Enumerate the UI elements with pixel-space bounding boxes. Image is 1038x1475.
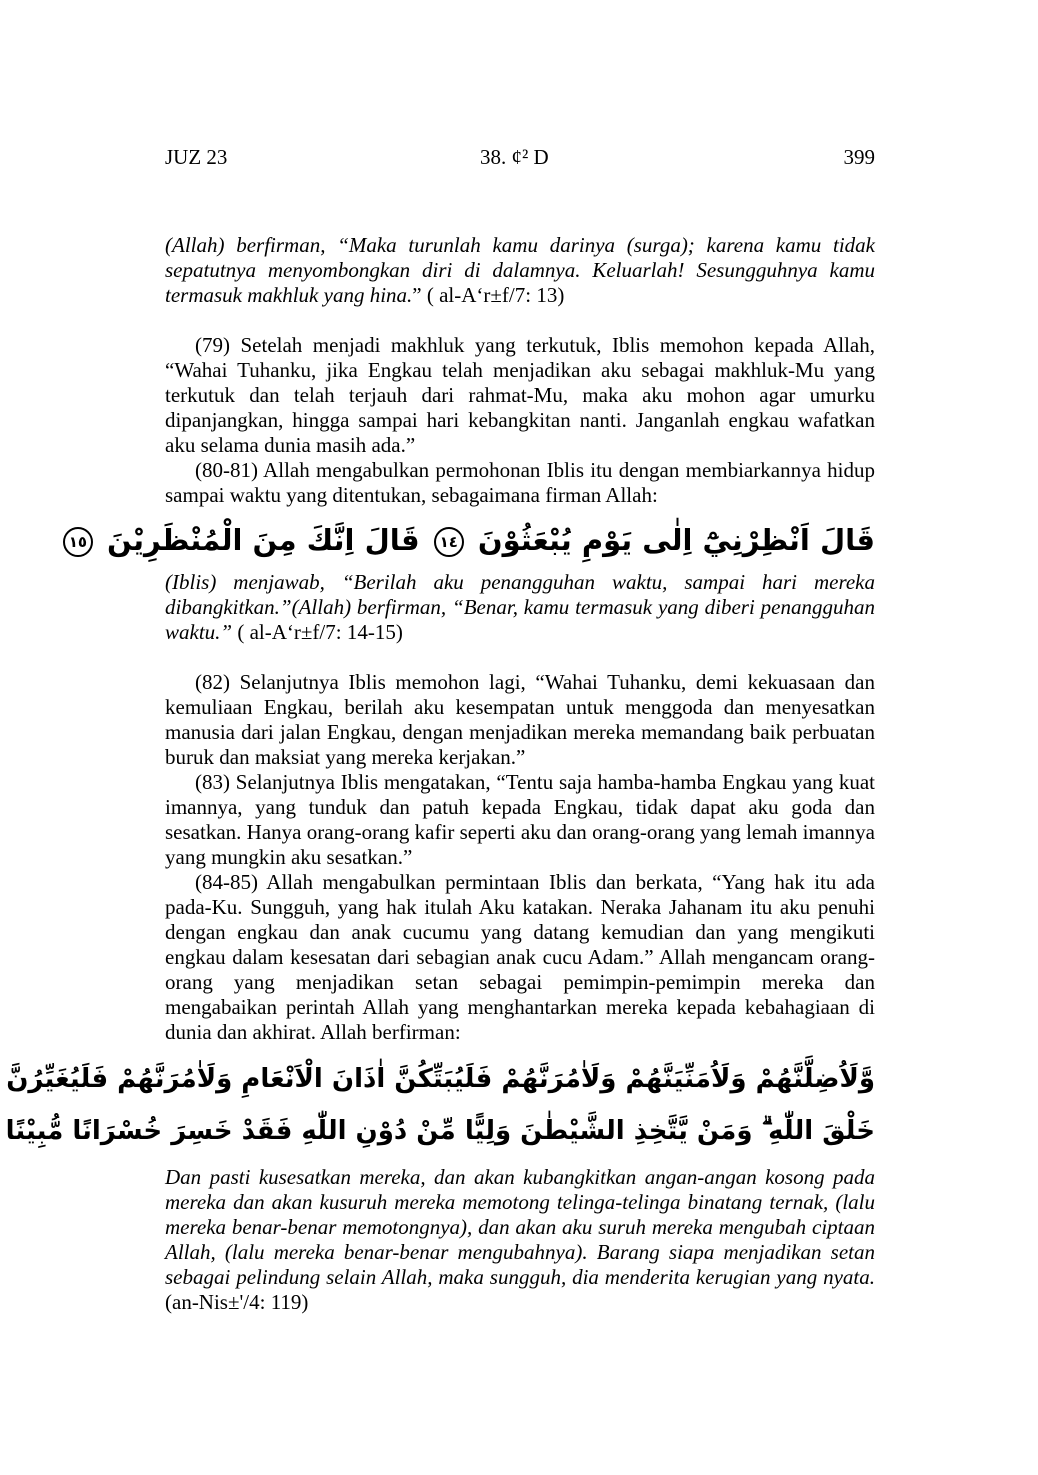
translation-text: (Iblis) menjawab, “Berilah aku penangguhan waktu, sampai hari mereka dibangkitkan.”(Allah) berfirman, “Benar, kamu termasuk yang diberi penangguhan waktu.”: [165, 570, 875, 644]
paragraph-79: (79) Setelah menjadi makhluk yang terkutuk, Iblis memohon kepada Allah, “Wahai Tuhanku, jika Engkau telah menjadikan aku sebagai makhluk-Mu yang terkutuk dan telah terjauh dari rahmat-Mu, maka aku mohon agar umurku dipanjangkan, hingga sampai hari kebangkitan nanti. Janganlah engkau wafatkan aku selama dunia masih ada.”: [165, 333, 875, 457]
translation-block-2: [165, 570, 875, 645]
page-header: [165, 145, 875, 169]
paragraph-82: (82) Selanjutnya Iblis memohon lagi, “Wahai Tuhanku, demi kekuasaan dan kemuliaan Engkau, berilah aku kesempatan untuk menggoda dan menyesatkan manusia dari jalan Engkau, dengan menjadikan mereka memandang baik perbuatan buruk dan maksiat yang mereka kerjakan.”: [165, 670, 875, 769]
verse-reference: (an-Nis±'/4: 119): [165, 1290, 309, 1314]
translation-block-1: [165, 233, 875, 308]
ayah-number-14: ١٤: [434, 527, 464, 557]
paragraph-84-85: (84-85) Allah mengabulkan permintaan Iblis dan berkata, “Yang hak itu ada pada-Ku. Sungguh, yang hak itulah Aku katakan. Neraka Jahanam itu aku penuhi dengan engkau dan anak cucumu yang datang kemudian dan yang mengikuti engkau dalam kesesatan dari sebagian anak cucu Adam.” Allah mengancam orang-orang yang menjadikan setan sebagai pemimpin-pemimpin mereka dan mengabaikan perintah Allah yang menghantarkan mereka kepada kebahagiaan di dunia dan akhirat. Allah berfirman:: [165, 870, 875, 1044]
arabic-verse-2: [5, 1057, 875, 1153]
translation-text: (Allah) berfirman, “Maka turunlah kamu darinya (surga); karena kamu tidak sepatutnya menyombongkan diri di dalamnya. Keluarlah! Sesungguhnya kamu termasuk makhluk yang hina.: [165, 233, 875, 307]
surah-title: 38. ¢² D: [480, 145, 549, 169]
verse-reference: ” ( al-A‘r±f/7: 13): [412, 283, 565, 307]
arabic-line-2: خَلْقَ اللّٰهِ ۗ وَمَنْ يَّتَّخِذِ الشَّيْطٰنَ وَلِيًّا مِّنْ دُوْنِ اللّٰهِ فَقَدْ خَسِرَ خُسْرَانًا مُّبِيْنًا: [5, 1116, 875, 1146]
translation-block-3: [165, 1165, 875, 1315]
arabic-verse-15: قَالَ اِنَّكَ مِنَ الْمُنْظَرِيْنَ: [107, 523, 420, 557]
juz-label: JUZ 23: [165, 145, 228, 169]
commentary-section-1: [165, 333, 875, 508]
ayah-number-15: ١٥: [63, 527, 93, 557]
paragraph-83: (83) Selanjutnya Iblis mengatakan, “Tentu saja hamba-hamba Engkau yang kuat imannya, yang tunduk dan patuh kepada Engkau, tidak dapat aku goda dan sesatkan. Hanya orang-orang kafir seperti aku dan orang-orang yang lemah imannya yang mungkin aku sesatkan.”: [165, 770, 875, 869]
commentary-section-2: [165, 670, 875, 1045]
translation-text: Dan pasti kusesatkan mereka, dan akan kubangkitkan angan-angan kosong pada mereka dan akan kusuruh mereka memotong telinga-telinga binatang ternak, (lalu mereka benar-benar memotongnya), dan akan aku suruh mereka mengubah ciptaan Allah, (lalu mereka benar-benar mengubahnya). Barang siapa menjadikan setan sebagai pelindung selain Allah, maka sungguh, dia menderita kerugian yang nyata.: [165, 1165, 875, 1289]
verse-reference: ( al-A‘r±f/7: 14-15): [232, 620, 403, 644]
arabic-verse-14: قَالَ اَنْظِرْنِيْٓ اِلٰى يَوْمِ يُبْعَثُوْنَ: [477, 523, 875, 557]
page-number: 399: [843, 145, 875, 169]
document-page: [5, 145, 875, 1315]
paragraph-80-81: (80-81) Allah mengabulkan permohonan Iblis itu dengan membiarkannya hidup sampai waktu yang ditentukan, sebagaimana firman Allah:: [165, 458, 875, 507]
arabic-line-1: وَّلَاُضِلَّنَّهُمْ وَلَاُمَنِّيَنَّهُمْ وَلَاٰمُرَنَّهُمْ فَلَيُبَتِّكُنَّ اٰذَانَ الْاَنْعَامِ وَلَاٰمُرَنَّهُمْ فَلَيُغَيِّرُنَّ: [6, 1064, 875, 1094]
arabic-verse-1: [68, 518, 875, 562]
